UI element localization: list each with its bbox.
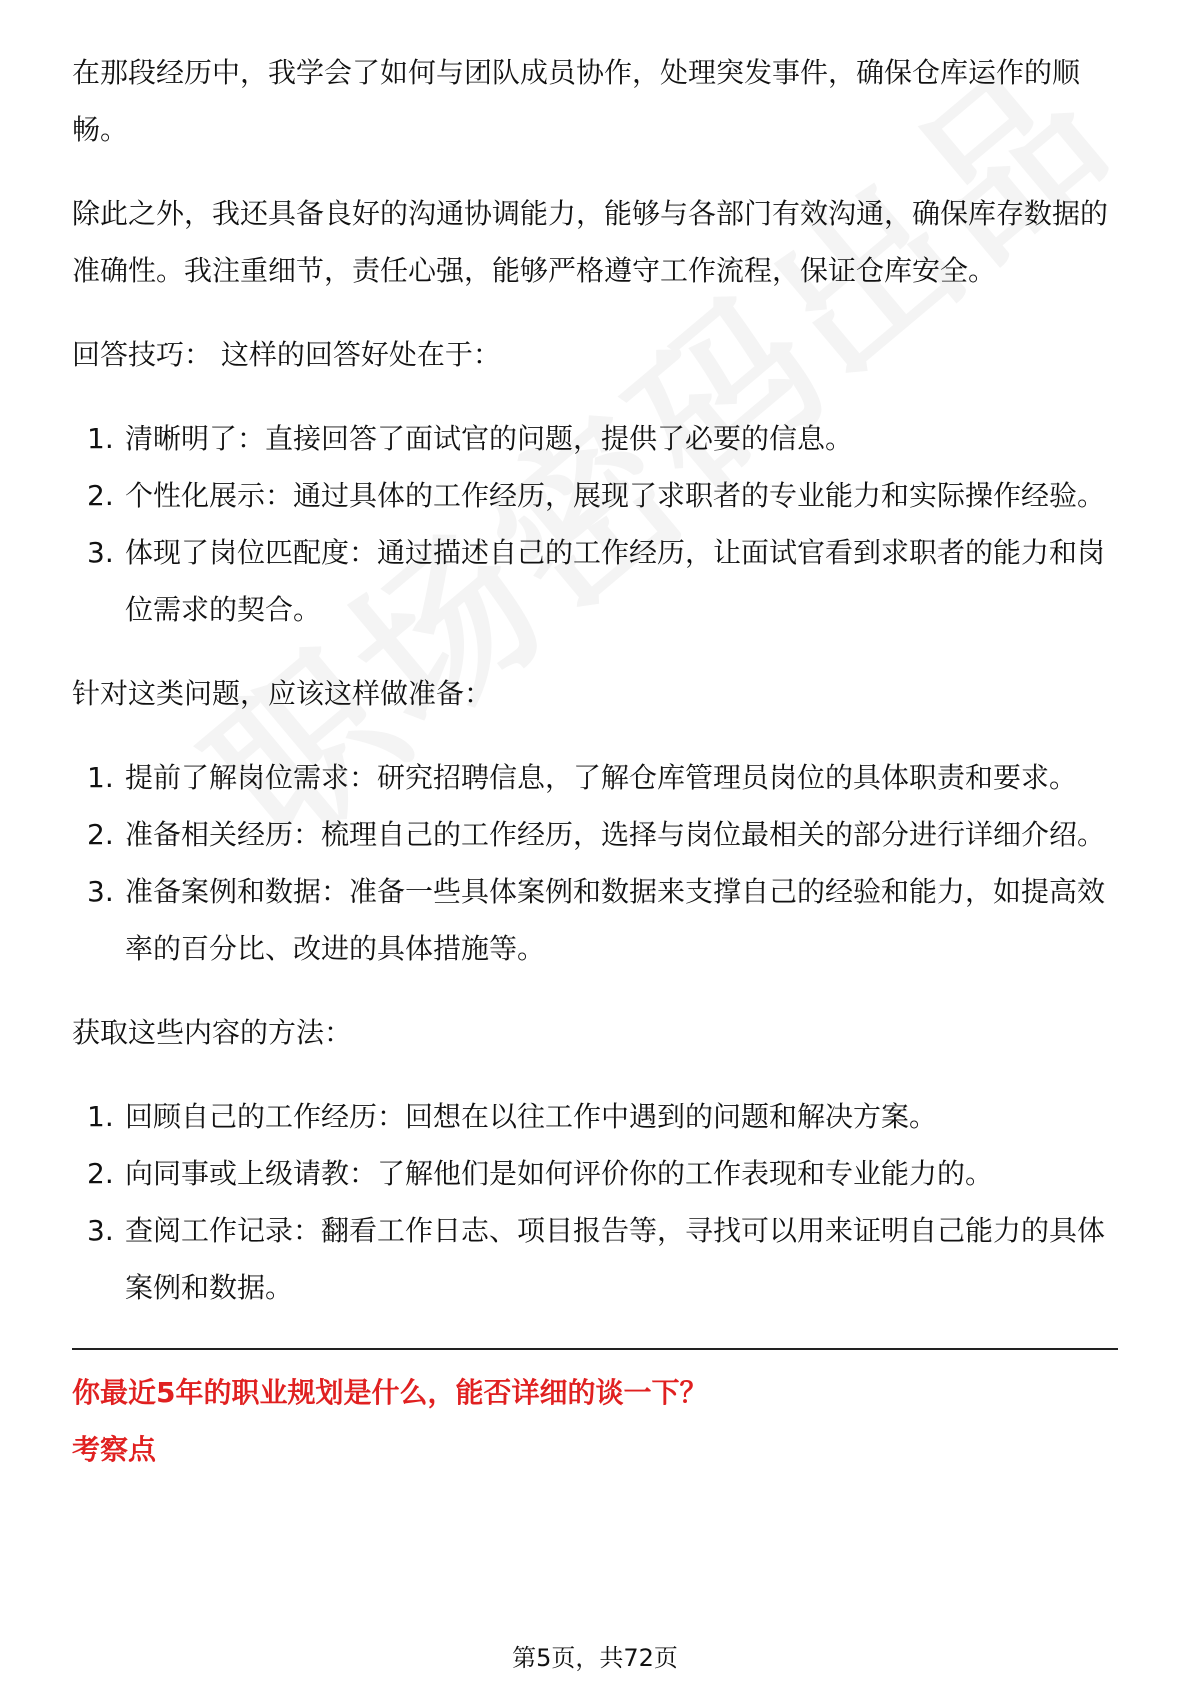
list-item [72, 749, 1118, 806]
list-item [72, 1088, 1118, 1145]
list-text: 提前了解岗位需求：研究招聘信息，了解仓库管理员岗位的具体职责和要求。 [125, 761, 1078, 794]
paragraph-preparation: 针对这类问题，应该这样做准备： [72, 677, 493, 710]
list-number: 3. [87, 536, 114, 569]
list-item [72, 1145, 1118, 1202]
methods-list [72, 1088, 1118, 1316]
preparation-list [72, 749, 1118, 977]
section-divider [72, 1348, 1118, 1350]
list-text: 清晰明了：直接回答了面试官的问题，提供了必要的信息。 [125, 422, 854, 455]
list-number: 2. [87, 818, 114, 851]
list-number: 3. [87, 875, 114, 908]
list-text: 准备相关经历：梳理自己的工作经历，选择与岗位最相关的部分进行详细介绍。 [125, 818, 1106, 851]
list-text: 个性化展示：通过具体的工作经历，展现了求职者的专业能力和实际操作经验。 [125, 479, 1106, 512]
question-heading: 你最近5年的职业规划是什么，能否详细的谈一下？ [72, 1376, 708, 1409]
paragraph-communication: 除此之外，我还具备良好的沟通协调能力，能够与各部门有效沟通，确保库存数据的准确性。我注重细节，责任心强，能够严格遵守工作流程，保证仓库安全。 [72, 197, 1109, 287]
list-item [72, 1202, 1118, 1316]
page-footer: 第5页，共72页 [512, 1644, 678, 1672]
document-body [72, 44, 1118, 1478]
list-item [72, 524, 1118, 638]
paragraph-methods: 获取这些内容的方法： [72, 1016, 353, 1049]
list-text: 准备案例和数据：准备一些具体案例和数据来支撑自己的经验和能力，如提高效率的百分比、改进的具体措施等。 [125, 875, 1106, 965]
list-number: 3. [87, 1214, 114, 1247]
list-number: 1. [87, 761, 114, 794]
list-item [72, 467, 1118, 524]
list-number: 1. [87, 1100, 114, 1133]
list-number: 2. [87, 479, 114, 512]
list-item [72, 410, 1118, 467]
list-text: 体现了岗位匹配度：通过描述自己的工作经历，让面试官看到求职者的能力和岗位需求的契合。 [125, 536, 1106, 626]
list-item [72, 806, 1118, 863]
paragraph-experience: 在那段经历中，我学会了如何与团队成员协作，处理突发事件，确保仓库运作的顺畅。 [72, 56, 1081, 146]
list-text: 回顾自己的工作经历：回想在以往工作中遇到的问题和解决方案。 [125, 1100, 938, 1133]
list-text: 查阅工作记录：翻看工作日志、项目报告等，寻找可以用来证明自己能力的具体案例和数据。 [125, 1214, 1106, 1304]
paragraph-answer-tips: 回答技巧： 这样的回答好处在于： [72, 338, 501, 371]
section-label: 考察点 [72, 1433, 157, 1466]
list-number: 1. [87, 422, 114, 455]
list-number: 2. [87, 1157, 114, 1190]
list-text: 向同事或上级请教：了解他们是如何评价你的工作表现和专业能力的。 [125, 1157, 994, 1190]
list-item [72, 863, 1118, 977]
answer-benefits-list [72, 410, 1118, 638]
